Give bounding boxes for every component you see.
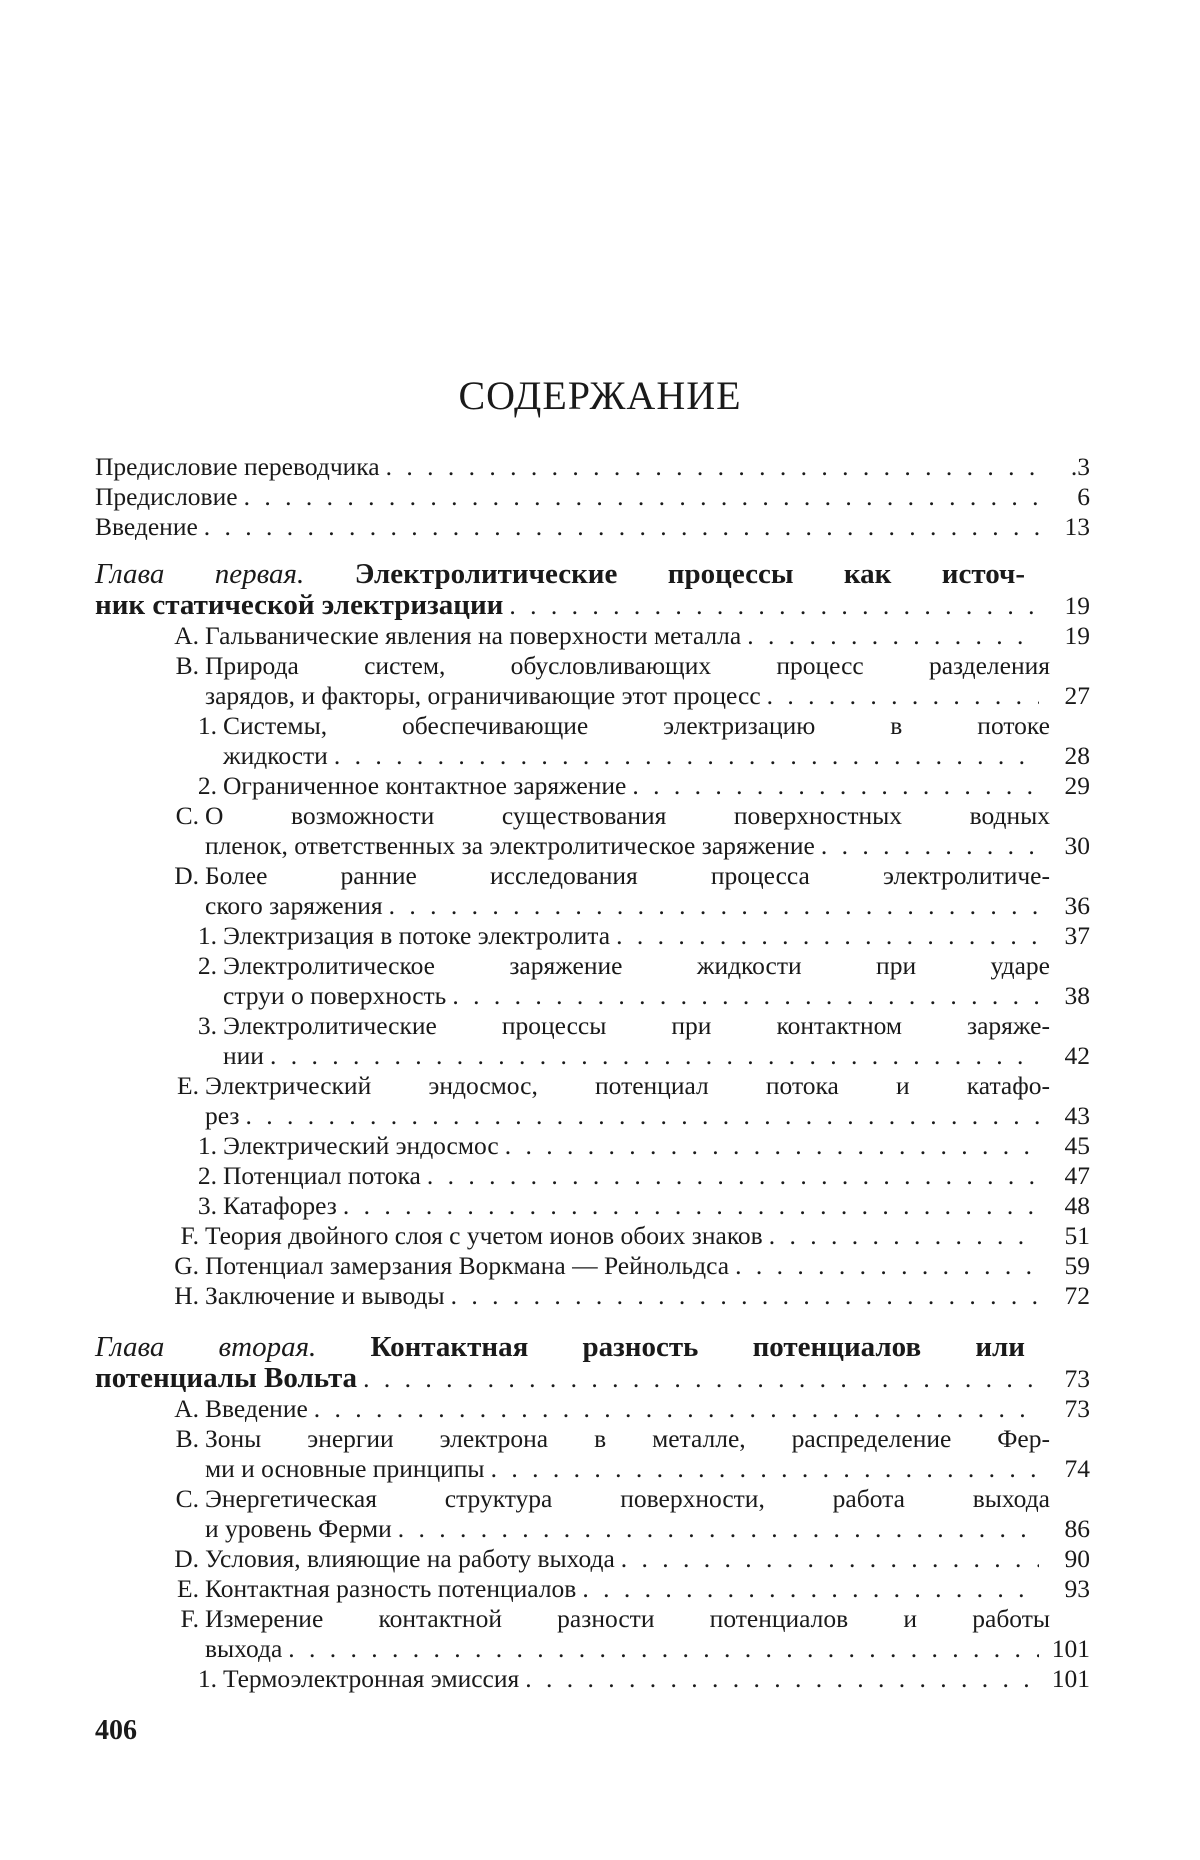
- toc-entry: [95, 1281, 1090, 1311]
- toc-entry-text: Системы, обеспечивающие электризацию в потоке: [223, 711, 1050, 740]
- toc-entry: [95, 452, 1090, 482]
- dot-leader: [621, 1544, 1039, 1574]
- toc-entry-last-line: [205, 1514, 1090, 1544]
- toc-entry-marker: D.: [174, 861, 199, 890]
- dot-leader: [769, 1221, 1039, 1251]
- toc-page-number: 19: [1064, 591, 1090, 620]
- toc-entry: [95, 801, 1090, 861]
- dot-leader: [525, 1664, 1039, 1694]
- toc-entry: [95, 771, 1090, 801]
- toc-entry: [95, 1574, 1090, 1604]
- toc-entry: [95, 621, 1090, 651]
- toc-entry-text: Электризация в потоке электролита: [223, 921, 611, 950]
- toc-page-number: 86: [1064, 1514, 1090, 1543]
- toc-entry-text: потенциалы Вольта: [95, 1362, 358, 1394]
- dot-leader: [491, 1454, 1039, 1484]
- toc-entry-marker: C.: [175, 801, 199, 830]
- toc-entry: [95, 1664, 1090, 1694]
- toc-page-number: 93: [1064, 1574, 1090, 1603]
- toc-entry-last-line: [223, 981, 1090, 1011]
- dot-leader: [505, 1131, 1039, 1161]
- toc-page-number: 47: [1064, 1161, 1090, 1190]
- toc-entry-marker: G.: [174, 1251, 199, 1280]
- toc-page-number: 38: [1064, 981, 1090, 1010]
- toc-entry-last-line: [223, 1131, 1090, 1161]
- dot-leader: [767, 681, 1039, 711]
- toc-entry-text: Электрический эндосмос, потенциал потока и катафо-: [205, 1071, 1050, 1100]
- toc-entry-marker: 2.: [197, 1161, 217, 1190]
- toc-entry-last-line: [223, 1041, 1090, 1071]
- dot-leader: [386, 452, 1039, 482]
- toc-entry-last-line: [205, 831, 1090, 861]
- toc-entry-text: Природа систем, обусловливающих процесс разделения: [205, 651, 1050, 680]
- toc-entry-marker: 2.: [197, 951, 217, 980]
- toc-entry: [95, 1394, 1090, 1424]
- toc-entry: [95, 1161, 1090, 1191]
- toc-entry: [95, 1191, 1090, 1221]
- dot-leader: [288, 1634, 1039, 1664]
- toc-page-number: 101: [1051, 1634, 1090, 1663]
- toc-entry-marker: H.: [174, 1281, 199, 1310]
- toc-entry-text: [95, 558, 1025, 590]
- toc-entry-text: Измерение контактной разности потенциалов и работы: [205, 1604, 1050, 1633]
- toc-entry-text: выхода: [205, 1634, 283, 1663]
- toc-entry-text: Условия, влияющие на работу выхода: [205, 1544, 615, 1573]
- toc-page-number: 27: [1064, 681, 1090, 710]
- toc-entry: [95, 1251, 1090, 1281]
- toc-page-number: 43: [1064, 1101, 1090, 1130]
- toc-entry-marker: 1.: [197, 1131, 217, 1160]
- toc-entry-marker: 2.: [197, 771, 217, 800]
- toc-page-number: 59: [1064, 1251, 1090, 1280]
- dot-leader: [204, 512, 1039, 542]
- chapter-label: Глава первая.: [95, 558, 305, 590]
- toc-entry-text: зарядов, и факторы, ограничивающие этот процесс: [205, 681, 761, 710]
- toc-entry-marker: B.: [175, 1424, 199, 1453]
- toc-page-number: 48: [1064, 1191, 1090, 1220]
- toc-entry-last-line: [205, 1251, 1090, 1281]
- toc-entry-text: ник статической электризации: [95, 589, 504, 621]
- dot-leader: [509, 591, 1039, 621]
- toc-entry: [95, 1221, 1090, 1251]
- toc-page-number: 19: [1064, 621, 1090, 650]
- dot-leader: [735, 1251, 1039, 1281]
- toc-page-number: 6: [1077, 482, 1090, 511]
- toc-page-number: 51: [1064, 1221, 1090, 1250]
- toc-entry-last-line: [223, 771, 1090, 801]
- dot-leader: [244, 482, 1039, 512]
- toc-entry-marker: A.: [174, 621, 199, 650]
- toc-entry-text: ми и основные принципы: [205, 1454, 485, 1483]
- toc-entry-text: пленок, ответственных за электролитическое заряжение: [205, 831, 815, 860]
- toc-entry-marker: D.: [174, 1544, 199, 1573]
- toc-page-number: 90: [1064, 1544, 1090, 1573]
- dot-leader: [632, 771, 1039, 801]
- dot-leader: [452, 981, 1039, 1011]
- toc-page-number: 74: [1064, 1454, 1090, 1483]
- dot-leader: [363, 1364, 1039, 1394]
- toc-entry: [95, 861, 1090, 921]
- toc-entry: [95, 921, 1090, 951]
- toc-entry-text: Ограниченное контактное заряжение: [223, 771, 627, 800]
- toc-entry-marker: 1.: [197, 1664, 217, 1693]
- dot-leader: [427, 1161, 1039, 1191]
- toc-entry: [95, 711, 1090, 771]
- toc-entry-text: Термоэлектронная эмиссия: [223, 1664, 520, 1693]
- toc-entry-last-line: [205, 621, 1090, 651]
- toc-entry-marker: 1.: [197, 921, 217, 950]
- toc-entry-marker: E.: [177, 1574, 199, 1603]
- toc-page-number: 28: [1064, 741, 1090, 770]
- dot-leader: [343, 1191, 1039, 1221]
- toc-page-number: 29: [1064, 771, 1090, 800]
- toc-entry-marker: 1.: [197, 711, 217, 740]
- toc-entry-text: рез: [205, 1101, 240, 1130]
- toc-entry: [95, 482, 1090, 512]
- toc-entry-text: Потенциал потока: [223, 1161, 421, 1190]
- toc-page-number: 37: [1064, 921, 1090, 950]
- toc-entry-text: Введение: [95, 512, 198, 541]
- toc-page-number: 73: [1064, 1364, 1090, 1393]
- toc-entry-last-line: [95, 482, 1090, 512]
- dot-leader: [270, 1041, 1039, 1071]
- toc-page-number: 13: [1064, 512, 1090, 541]
- toc-page-number: 72: [1064, 1281, 1090, 1310]
- toc-page-number: 42: [1064, 1041, 1090, 1070]
- toc-page-number: 101: [1051, 1664, 1090, 1693]
- toc-entry-last-line: [205, 1221, 1090, 1251]
- toc-page-number: 36: [1064, 891, 1090, 920]
- toc-page-number: .3: [1070, 452, 1090, 481]
- page-title: СОДЕРЖАНИЕ: [458, 373, 742, 418]
- toc-entry-last-line: [223, 741, 1090, 771]
- toc-entry: [95, 1544, 1090, 1574]
- chapter-title-line: Контактная разность потенциалов или: [370, 1331, 1026, 1363]
- toc-entry-last-line: [223, 1161, 1090, 1191]
- toc-entry-last-line: [95, 1363, 1090, 1394]
- toc-entry-last-line: [205, 681, 1090, 711]
- toc-entry-text: Контактная разность потенциалов: [205, 1574, 577, 1603]
- dot-leader: [314, 1394, 1039, 1424]
- dot-leader: [582, 1574, 1039, 1604]
- toc-entry-text: Зоны энергии электрона в металле, распределение Фер-: [205, 1424, 1050, 1453]
- toc-entry-last-line: [205, 891, 1090, 921]
- toc-entry-text: Предисловие переводчика: [95, 452, 380, 481]
- toc-entry-last-line: [205, 1634, 1090, 1664]
- toc-chapter-entry: [95, 558, 1090, 621]
- toc-entry-text: Электролитическое заряжение жидкости при ударе: [223, 951, 1050, 980]
- toc-entry-text: Более ранние исследования процесса электролитиче-: [205, 861, 1050, 890]
- toc-entry-last-line: [223, 921, 1090, 951]
- toc-entry-last-line: [205, 1281, 1090, 1311]
- toc-entry-text: жидкости: [223, 741, 328, 770]
- toc-entry-last-line: [205, 1394, 1090, 1424]
- toc-entry-text: ского заряжения: [205, 891, 383, 920]
- toc-entry-text: О возможности существования поверхностных водных: [205, 801, 1050, 830]
- toc-entry: [95, 1604, 1090, 1664]
- toc-entry-text: Заключение и выводы: [205, 1281, 445, 1310]
- toc-entry-last-line: [205, 1101, 1090, 1131]
- toc-entry-last-line: [95, 590, 1090, 621]
- toc-entry-text: нии: [223, 1041, 264, 1070]
- toc-entry-marker: F.: [180, 1221, 199, 1250]
- toc-entry-text: Энергетическая структура поверхности, работа выхода: [205, 1484, 1050, 1513]
- toc-entry: [95, 1011, 1090, 1071]
- toc-entry-last-line: [223, 1191, 1090, 1221]
- toc-entry-last-line: [223, 1664, 1090, 1694]
- toc-entry-text: и уровень Ферми: [205, 1514, 392, 1543]
- toc-entry-text: Теория двойного слоя с учетом ионов обоих знаков: [205, 1221, 763, 1250]
- dot-leader: [821, 831, 1039, 861]
- toc-entry-marker: A.: [174, 1394, 199, 1423]
- toc-entry: [95, 651, 1090, 711]
- dot-leader: [451, 1281, 1039, 1311]
- toc-entry: [95, 1484, 1090, 1544]
- dot-leader: [334, 741, 1039, 771]
- toc-entry-marker: F.: [180, 1604, 199, 1633]
- toc-entry-last-line: [205, 1544, 1090, 1574]
- toc-entry: [95, 1071, 1090, 1131]
- toc-entry: [95, 951, 1090, 1011]
- toc-entry-last-line: [95, 452, 1090, 482]
- chapter-label: Глава вторая.: [95, 1331, 317, 1363]
- toc-entry: [95, 512, 1090, 542]
- toc-entry-marker: B.: [175, 651, 199, 680]
- toc-entry-text: Введение: [205, 1394, 308, 1423]
- toc-chapter-entry: [95, 1331, 1090, 1394]
- dot-leader: [245, 1101, 1039, 1131]
- toc-entry-marker: E.: [177, 1071, 199, 1100]
- toc-entry: [95, 1424, 1090, 1484]
- toc-entry-text: Электрический эндосмос: [223, 1131, 499, 1160]
- toc-entry-text: Потенциал замерзания Воркмана — Рейнольдса: [205, 1251, 730, 1280]
- toc-entry-last-line: [95, 512, 1090, 542]
- toc-page-number: 45: [1064, 1131, 1090, 1160]
- toc-page-number: 30: [1064, 831, 1090, 860]
- toc-entry: [95, 1131, 1090, 1161]
- toc-entry-text: Гальванические явления на поверхности металла: [205, 621, 742, 650]
- toc-entry-text: Катафорез: [223, 1191, 337, 1220]
- toc-entry-last-line: [205, 1454, 1090, 1484]
- page-number: 406: [95, 1715, 137, 1746]
- dot-leader: [398, 1514, 1039, 1544]
- toc-entry-last-line: [205, 1574, 1090, 1604]
- toc-entry-text: Электролитические процессы при контактном заряже-: [223, 1011, 1050, 1040]
- table-of-contents: [95, 452, 1090, 1694]
- toc-entry-text: [95, 1331, 1025, 1363]
- chapter-title-line: Электролитические процессы как источ-: [354, 558, 1026, 590]
- toc-entry-text: Предисловие: [95, 482, 238, 511]
- toc-page-number: 73: [1064, 1394, 1090, 1423]
- toc-entry-marker: 3.: [197, 1011, 217, 1040]
- dot-leader: [747, 621, 1039, 651]
- toc-entry-marker: 3.: [197, 1191, 217, 1220]
- dot-leader: [389, 891, 1039, 921]
- dot-leader: [616, 921, 1039, 951]
- toc-entry-marker: C.: [175, 1484, 199, 1513]
- toc-entry-text: струи о поверхность: [223, 981, 447, 1010]
